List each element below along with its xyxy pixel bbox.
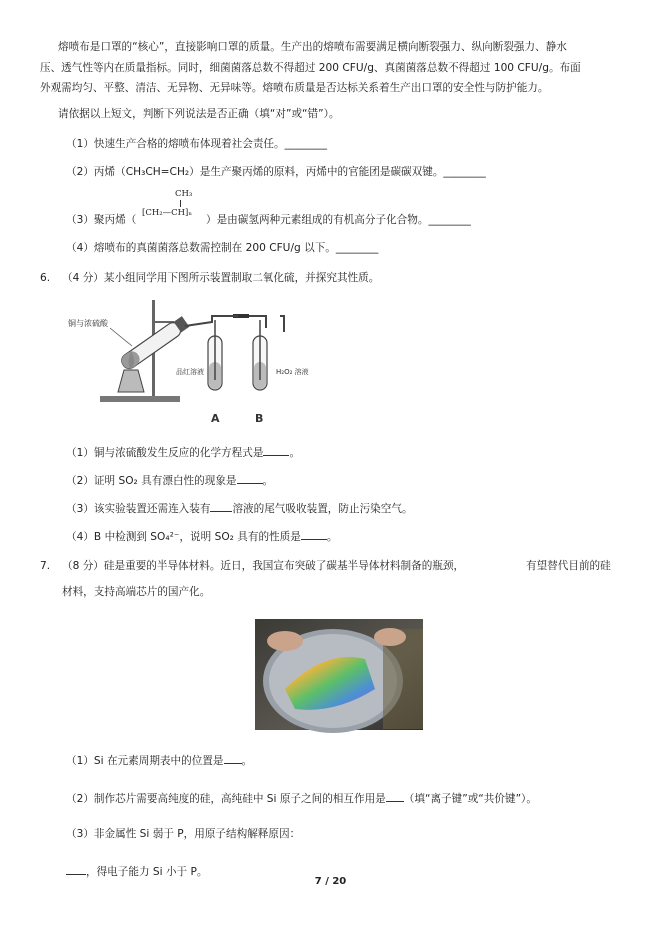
structure-chain: [CH₂—CH]ₙ bbox=[142, 208, 193, 218]
q6-statement-4: （4）B 中检测到 SO₄²⁻，说明 SO₂ 具有的性质是 。 bbox=[66, 531, 338, 543]
q5-statement-2: （2）丙烯（CH₃CH=CH₂）是生产聚丙烯的原料，丙烯中的官能团是碳碳双键。________ bbox=[66, 166, 486, 178]
page-number: 7 / 20 bbox=[314, 876, 347, 887]
intro-line-1: 熔喷布是口罩的“核心”，直接影响口罩的质量。生产出的熔喷布需要满足横向断裂强力、纵向断裂强力、静水 bbox=[58, 41, 567, 53]
q7-header-b: 有望替代目前的硅 bbox=[526, 560, 611, 572]
silicon-wafer-photo bbox=[255, 619, 423, 730]
label-h2o2: H₂O₂ 溶液 bbox=[276, 368, 309, 376]
q5-statement-3-suffix: ）是由碳氢两种元素组成的有机高分子化合物。________ bbox=[206, 214, 471, 226]
q7-number: 7. bbox=[40, 560, 51, 572]
q6-statement-1: （1）铜与浓硫酸发生反应的化学方程式是 。 bbox=[66, 447, 301, 459]
q5-statement-1: （1）快速生产合格的熔喷布体现着社会责任。________ bbox=[66, 138, 327, 150]
intro-line-3: 外观需均匀、平整、清洁、无异物、无异味等。熔喷布质量是否达标关系着生产出口罩的安全性与防护能力。 bbox=[40, 82, 549, 94]
test-tube-b bbox=[253, 320, 267, 390]
intro-line-2: 压、透气性等内在质量指标。同时，细菌菌落总数不得超过 200 CFU/g、真菌菌落总数不得超过 100 CFU/g。布面 bbox=[40, 62, 581, 74]
q7-header-a: （8 分）硅是重要的半导体材料。近日，我国宣布突破了碳基半导体材料制备的瓶颈， bbox=[62, 560, 465, 572]
structure-methyl: CH₃ bbox=[175, 189, 193, 199]
q6-statement-2: （2）证明 SO₂ 具有漂白性的现象是 。 bbox=[66, 475, 274, 487]
q7-header-2: 材料，支持高端芯片的国产化。 bbox=[62, 586, 211, 598]
structure-bond bbox=[180, 200, 181, 207]
label-a: A bbox=[211, 412, 220, 425]
q7-statement-3b: ，得电子能力 Si 小于 P。 bbox=[66, 864, 208, 879]
so2-apparatus-figure bbox=[68, 292, 330, 425]
q5-statement-3-prefix: （3）聚丙烯（ bbox=[66, 214, 137, 226]
label-pinhong: 品红溶液 bbox=[176, 368, 204, 376]
q7-blank-3[interactable] bbox=[66, 864, 86, 875]
alcohol-lamp bbox=[118, 370, 144, 392]
label-b: B bbox=[255, 412, 264, 425]
instruction-text: 请依据以上短文，判断下列说法是否正确（填“对”或“错”）。 bbox=[58, 108, 340, 120]
q7-blank-2[interactable] bbox=[386, 791, 404, 802]
label-copper-acid: 铜与浓硫酸 bbox=[68, 319, 108, 328]
q6-blank-3[interactable] bbox=[210, 501, 232, 512]
q6-number: 6. bbox=[40, 272, 51, 284]
q7-blank-1[interactable] bbox=[224, 753, 242, 764]
q7-statement-1: （1）Si 在元素周期表中的位置是 。 bbox=[66, 755, 253, 767]
q5-statement-4: （4）熔喷布的真菌菌落总数需控制在 200 CFU/g 以下。________ bbox=[66, 242, 379, 254]
test-tube-a bbox=[208, 320, 222, 390]
polypropylene-structure bbox=[142, 189, 206, 227]
q6-blank-4[interactable] bbox=[301, 529, 327, 540]
q6-blank-2[interactable] bbox=[237, 473, 263, 484]
q7-statement-3: （3）非金属性 Si 弱于 P，用原子结构解释原因： bbox=[66, 828, 301, 840]
q7-statement-2: （2）制作芯片需要高纯度的硅，高纯硅中 Si 原子之间的相互作用是 （填“离子键”或“共价键”）。 bbox=[66, 793, 537, 805]
q6-blank-1[interactable] bbox=[263, 445, 289, 456]
q6-header: （4 分）某小组同学用下图所示装置制取二氧化硫，并探究其性质。 bbox=[62, 272, 380, 284]
stand-base bbox=[100, 396, 180, 402]
q6-statement-3: （3）该实验装置还需连入装有 溶液的尾气吸收装置，防止污染空气。 bbox=[66, 503, 413, 515]
